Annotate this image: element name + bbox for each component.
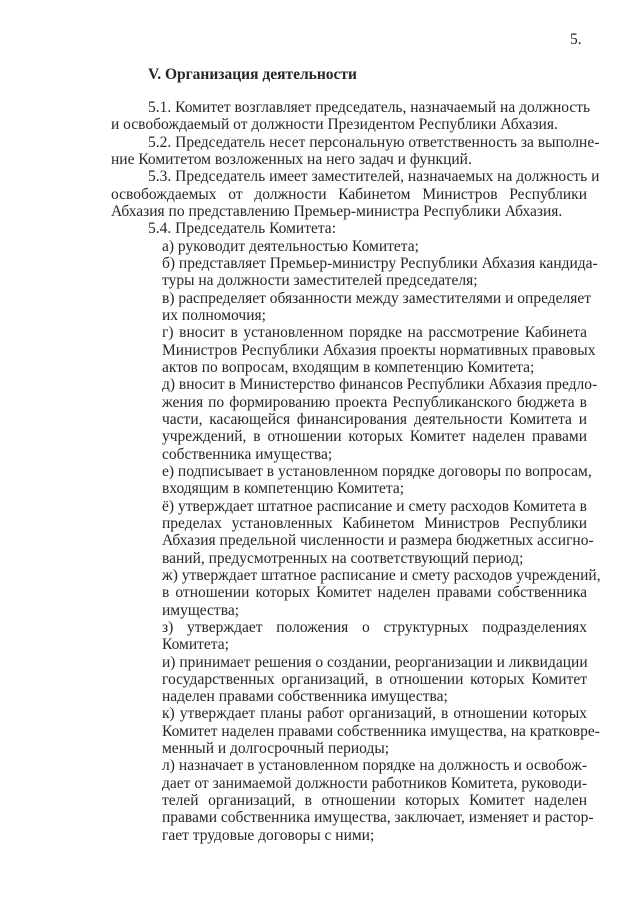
text-line: их полномочия; [162,306,266,324]
text-line: г) вносит в установленном порядке на рассмотрение Кабинета [162,324,587,342]
list-item [111,289,592,325]
paragraph [111,99,591,134]
page-number: 5. [570,31,582,48]
text-line: а) руководит деятельностью Комитета; [162,237,419,255]
text-line: ние Комитетом возложенных на него задач и функций. [111,150,472,168]
list-item [111,619,587,654]
section-heading: V. Организация деятельности [148,66,357,83]
text-line: в) распределяет обязанности между заместителями и определяет [162,289,592,307]
text-line: ваний, предусмотренных на соответствующий период; [162,549,524,567]
text-line: государственных организаций, в отношении которых Комитет [162,670,587,688]
paragraph [111,133,600,169]
text-line: освобождаемых от должности Кабинетом Министров Республики [111,185,587,203]
list-item [111,376,598,463]
text-line: Комитет наделен правами собственника имущества, на кратковре- [162,722,600,740]
list-item [111,705,600,758]
text-line: входящим в компетенцию Комитета; [162,480,405,498]
document-body [111,99,601,844]
text-line: жения по формированию проекта Республиканского бюджета в [162,393,587,411]
text-line: имущества; [162,601,240,619]
text-line: Абхазия по представлению Премьер-министра Республики Абхазия. [111,202,563,220]
text-line: ё) утверждает штатное расписание и смету расходов Комитета в [162,497,587,515]
text-line: л) назначает в установленном порядке на должность и освобож- [162,757,587,775]
list-item [111,566,601,619]
text-line: 5.4. Председатель Комитета: [148,220,336,238]
text-line: гает трудовые договоры с ними; [162,826,375,844]
text-line: учреждений, в отношении которых Комитет наделен правами [162,428,587,446]
text-line: актов по вопросам, входящим в компетенцию Комитета; [162,358,535,376]
text-line: части, касающейся финансирования деятельности Комитета и [162,410,587,428]
list-item [111,238,587,255]
text-line: Министров Республики Абхазия проекты нормативных правовых [162,341,596,359]
list-item [111,324,596,376]
text-line: 5.1. Комитет возглавляет председатель, назначаемый на должность [148,99,591,116]
text-line: б) представляет Премьер-министру Республики Абхазия кандида- [162,254,598,272]
text-line: менный и долгосрочный периоды; [162,740,390,758]
paragraph [111,220,587,237]
text-line: наделен правами собственника имущества; [162,688,448,706]
text-line: правами собственника имущества, заключает, изменяет и растор- [162,809,594,827]
text-line: и освобождаемый от должности Президентом Республики Абхазия. [111,116,558,134]
text-line: к) утверждает планы работ организаций, в отношении которых [162,705,587,723]
list-item [111,254,598,290]
text-line: Абхазия предельной численности и размера бюджетных ассигно- [162,532,594,550]
text-line: туры на должности заместителей председателя; [162,272,478,290]
text-line: телей организаций, в отношении которых Комитет наделен [162,792,587,810]
list-item [111,757,594,844]
text-line: 5.3. Председатель имеет заместителей, назначаемых на должность и [148,168,600,186]
list-item [111,462,592,498]
text-line: е) подписывает в установленном порядке договоры по вопросам, [162,462,592,480]
text-line: Комитета; [162,636,229,654]
text-line: ж) утверждает штатное расписание и смету расходов учреждений, [162,566,601,584]
text-line: собственника имущества; [162,445,333,463]
text-line: и) принимает решения о создании, реорганизации и ликвидации [162,653,588,671]
text-line: дает от занимаемой должности работников Комитета, руководи- [162,774,587,792]
paragraph [111,168,600,220]
text-line: пределах установленных Кабинетом Министров Республики [162,514,587,532]
text-line: д) вносит в Министерство финансов Республики Абхазия предло- [162,376,598,394]
text-line: в отношении которых Комитет наделен правами собственника [162,584,587,602]
list-item [111,654,587,706]
list-item [111,497,594,567]
text-line: 5.2. Председатель несет персональную ответственность за выполне- [148,133,600,151]
text-line: з) утверждает положения о структурных подразделениях [162,618,587,636]
